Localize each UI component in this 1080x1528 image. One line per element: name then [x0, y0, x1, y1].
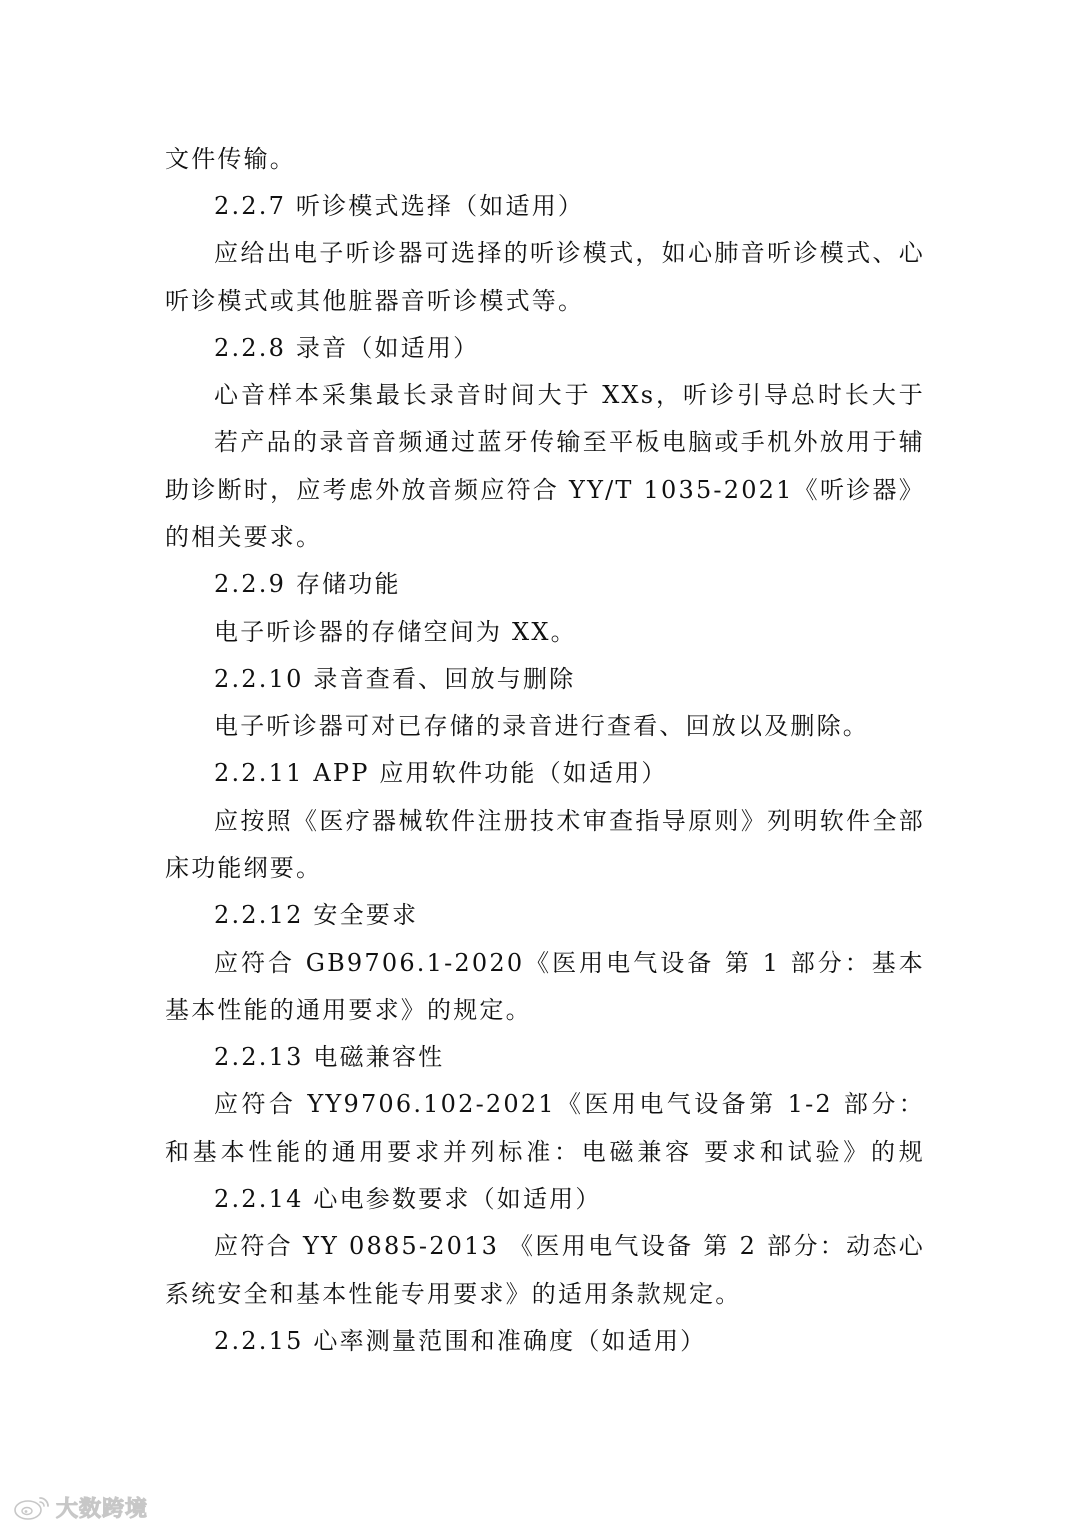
text-line: 心音样本采集最长录音时间大于 XXs，听诊引导总时长大于	[214, 381, 925, 409]
section-heading: 2.2.14 心电参数要求（如适用）	[214, 1185, 602, 1213]
section-heading: 2.2.9 存储功能	[214, 570, 401, 598]
text-line: 应符合 YY 0885-2013 《医用电气设备 第 2 部分：动态心	[214, 1232, 925, 1260]
text-line: 系统安全和基本性能专用要求》的适用条款规定。	[165, 1280, 742, 1308]
watermark-text: 大数跨境	[56, 1496, 149, 1522]
section-heading: 2.2.15 心率测量范围和准确度（如适用）	[214, 1327, 707, 1355]
text-line: 床功能纲要。	[165, 854, 323, 882]
text-line: 听诊模式或其他脏器音听诊模式等。	[165, 287, 585, 315]
weibo-logo-icon	[12, 1493, 52, 1521]
text-line: 应符合 YY9706.102-2021《医用电气设备第 1-2 部分：	[214, 1090, 925, 1118]
text-line: 基本性能的通用要求》的规定。	[165, 996, 532, 1024]
text-line: 应给出电子听诊器可选择的听诊模式，如心肺音听诊模式、心	[214, 239, 925, 267]
text-line: 助诊断时，应考虑外放音频应符合 YY/T 1035-2021《听诊器》	[165, 476, 925, 504]
text-line: 文件传输。	[165, 145, 296, 173]
text-line: 若产品的录音音频通过蓝牙传输至平板电脑或手机外放用于辅	[214, 428, 925, 456]
text-line: 电子听诊器可对已存储的录音进行查看、回放以及删除。	[214, 712, 869, 740]
text-line: 的相关要求。	[165, 523, 323, 551]
text-line: 应按照《医疗器械软件注册技术审查指导原则》列明软件全部	[214, 807, 925, 835]
watermark	[12, 1492, 148, 1522]
section-heading: 2.2.11 APP 应用软件功能（如适用）	[214, 759, 668, 787]
text-line: 应符合 GB9706.1-2020《医用电气设备 第 1 部分：基本	[214, 949, 925, 977]
section-heading: 2.2.12 安全要求	[214, 901, 419, 929]
section-heading: 2.2.8 录音（如适用）	[214, 334, 480, 362]
text-line: 和基本性能的通用要求并列标准：电磁兼容 要求和试验》的规	[165, 1138, 925, 1166]
section-heading: 2.2.13 电磁兼容性	[214, 1043, 445, 1071]
text-line: 电子听诊器的存储空间为 XX。	[214, 618, 577, 646]
section-heading: 2.2.7 听诊模式选择（如适用）	[214, 192, 585, 220]
section-heading: 2.2.10 录音查看、回放与删除	[214, 665, 576, 693]
